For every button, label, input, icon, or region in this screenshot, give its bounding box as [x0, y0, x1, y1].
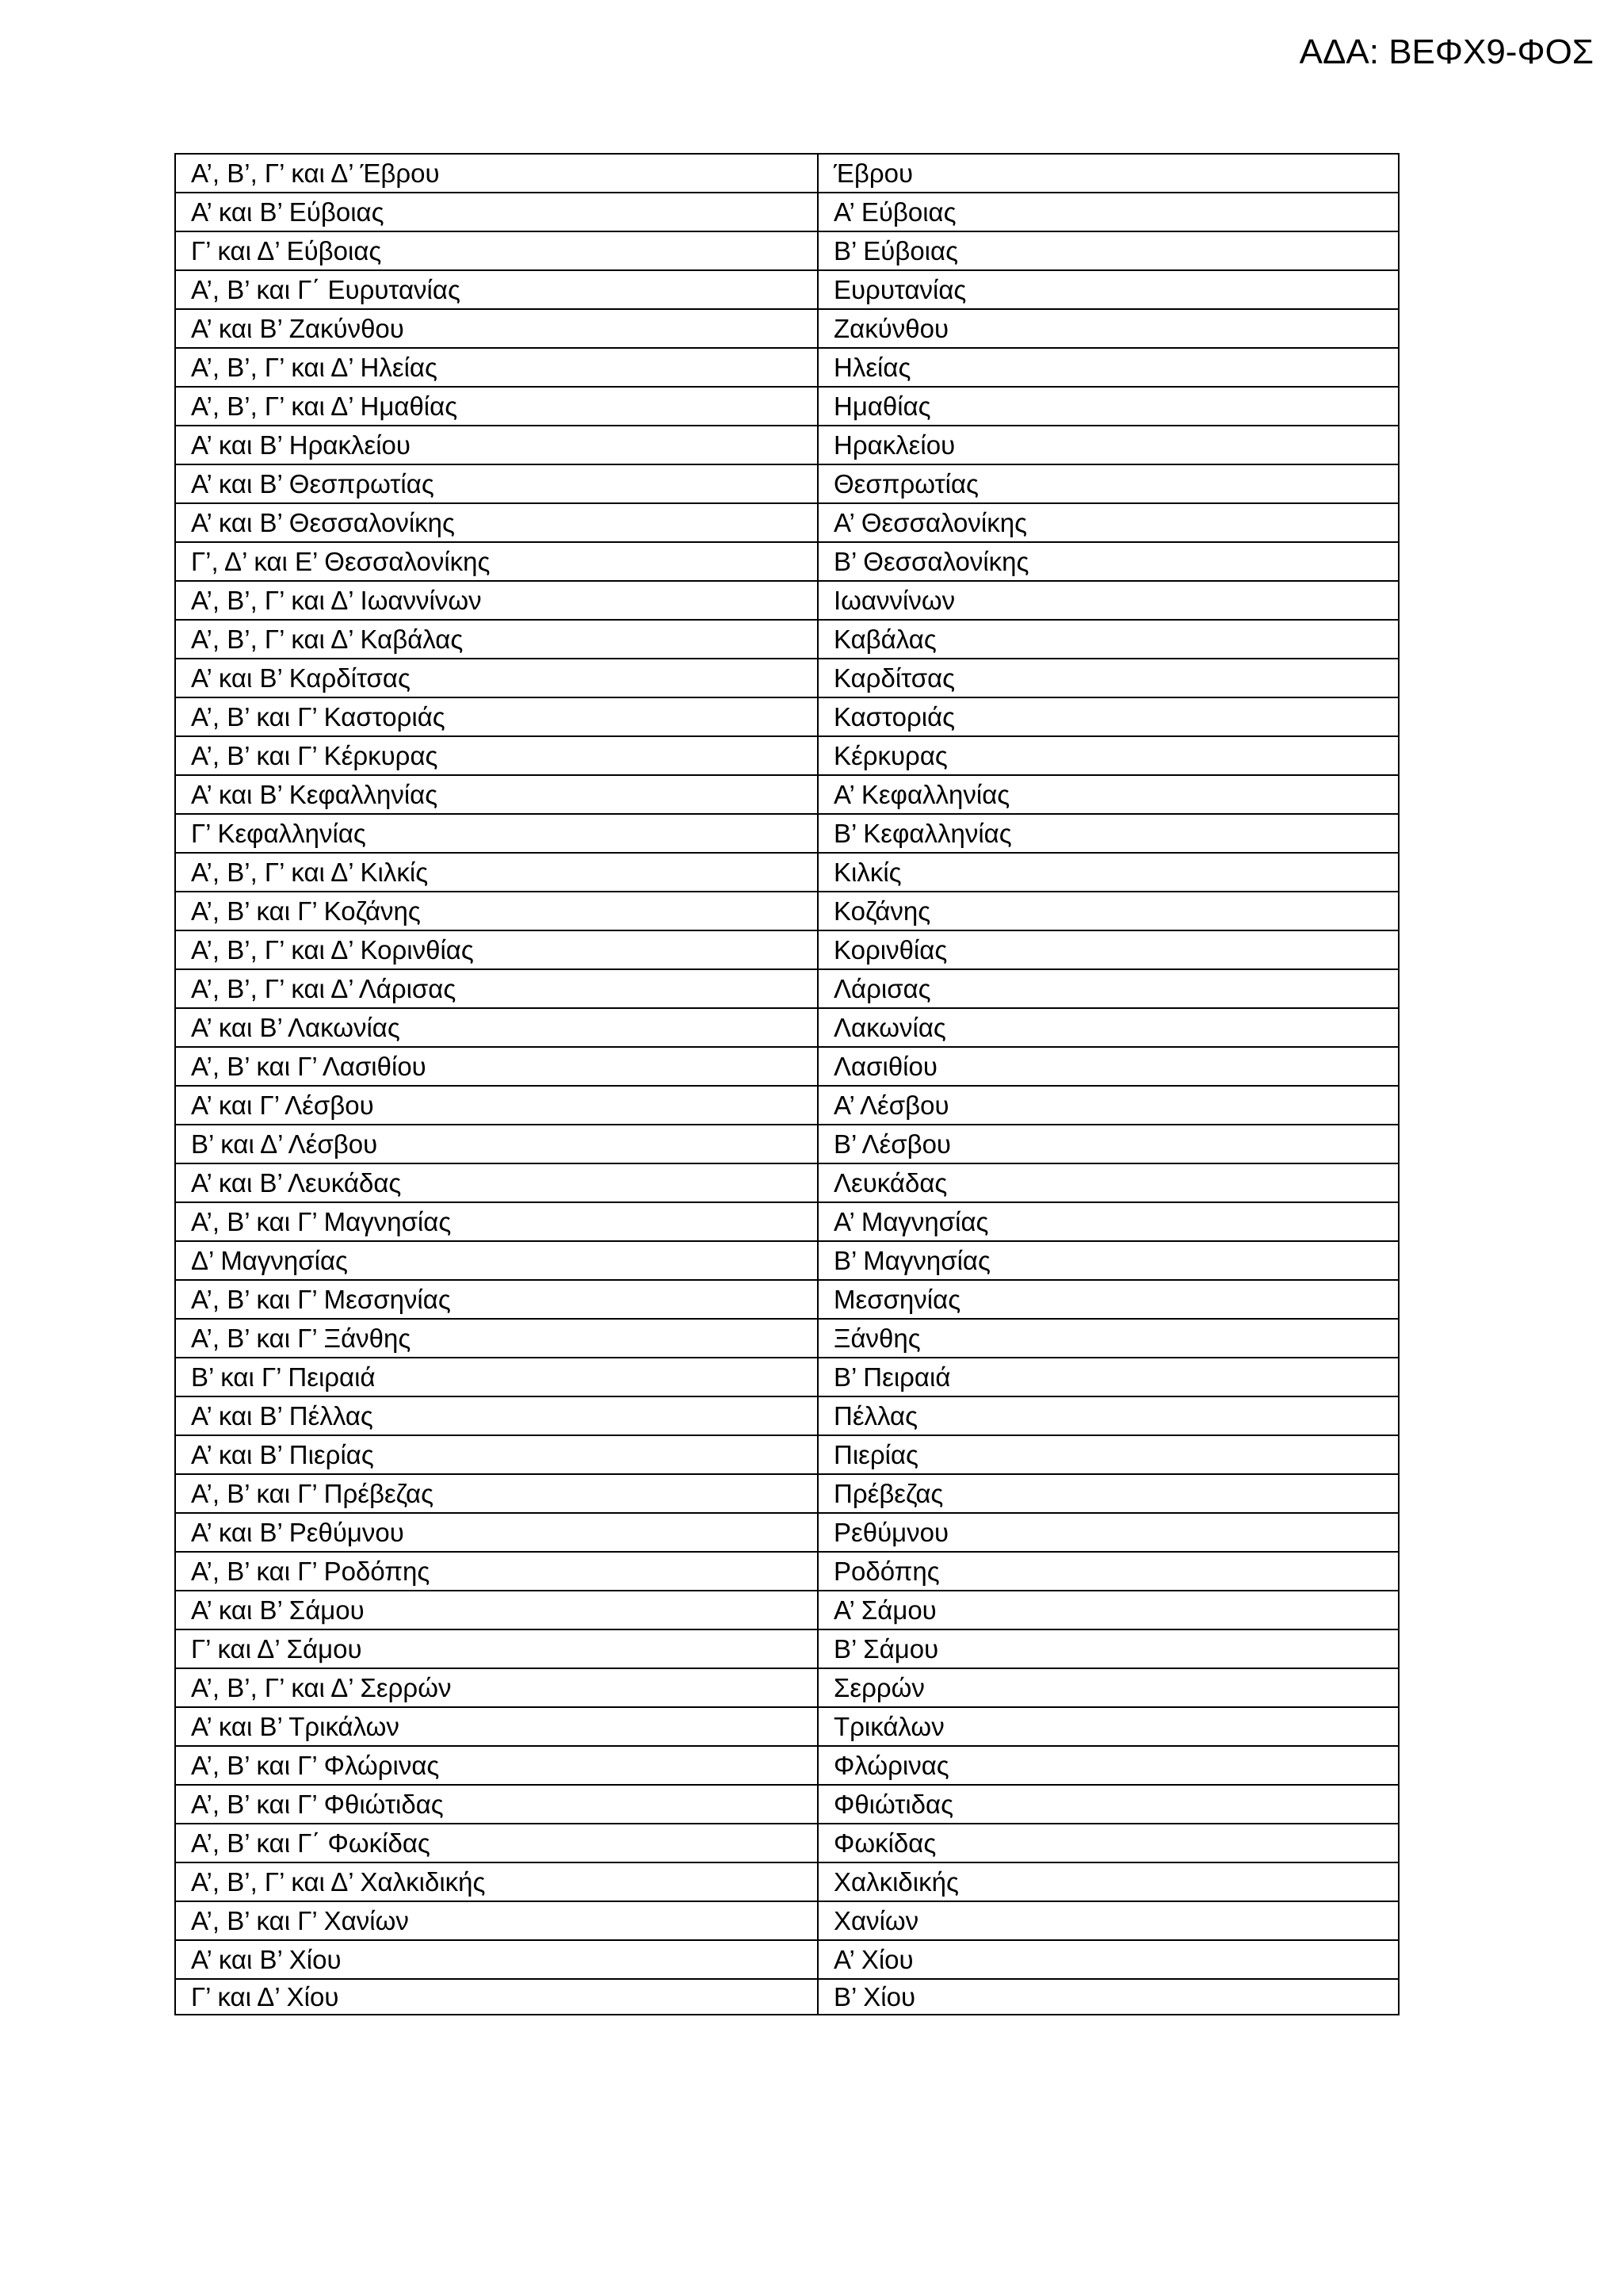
table-cell-right: Τρικάλων: [818, 1707, 1399, 1746]
table-cell-right: Μεσσηνίας: [818, 1280, 1399, 1319]
table-row: [175, 1086, 1399, 1125]
table-row: [175, 1707, 1399, 1746]
table-row: [175, 775, 1399, 814]
table-row: [175, 154, 1399, 193]
table-cell-left: Γ’ και Δ’ Εύβοιας: [175, 231, 818, 270]
table-row: [175, 1202, 1399, 1241]
table-cell-left: Α’, Β’ και Γ’ Ροδόπης: [175, 1552, 818, 1591]
table-cell-right: Α’ Χίου: [818, 1940, 1399, 1979]
table-row: [175, 1552, 1399, 1591]
table-cell-right: Α’ Εύβοιας: [818, 193, 1399, 231]
table-row: [175, 1241, 1399, 1280]
table-cell-right: Φωκίδας: [818, 1824, 1399, 1862]
table-cell-right: Α’ Θεσσαλονίκης: [818, 503, 1399, 542]
table-cell-left: Α’ και Β’ Τρικάλων: [175, 1707, 818, 1746]
table-cell-right: Χανίων: [818, 1901, 1399, 1940]
table-row: [175, 853, 1399, 892]
table-cell-right: Λάρισας: [818, 969, 1399, 1008]
table-row: [175, 1824, 1399, 1862]
table-cell-right: Β’ Χίου: [818, 1979, 1399, 2015]
table-row: [175, 1396, 1399, 1435]
table-cell-left: Α’ και Β’ Λακωνίας: [175, 1008, 818, 1047]
table-cell-right: Φθιώτιδας: [818, 1785, 1399, 1824]
table-cell-right: Λακωνίας: [818, 1008, 1399, 1047]
table-row: [175, 1591, 1399, 1629]
table-row: [175, 1862, 1399, 1901]
table-cell-right: Καρδίτσας: [818, 659, 1399, 697]
table-cell-right: Α’ Κεφαλληνίας: [818, 775, 1399, 814]
table-cell-right: Β’ Σάμου: [818, 1629, 1399, 1668]
table-cell-left: Α’ και Β’ Ηρακλείου: [175, 426, 818, 464]
table-row: [175, 309, 1399, 348]
table-cell-left: Α’, Β’ και Γ’ Χανίων: [175, 1901, 818, 1940]
table-cell-left: Α’ και Β’ Λευκάδας: [175, 1163, 818, 1202]
table-cell-right: Κοζάνης: [818, 892, 1399, 930]
table-cell-right: Ηλείας: [818, 348, 1399, 387]
table-cell-right: Β’ Κεφαλληνίας: [818, 814, 1399, 853]
table-cell-left: Α’, Β’ και Γ’ Λασιθίου: [175, 1047, 818, 1086]
table-cell-left: Α’, Β’ και Γ΄ Ευρυτανίας: [175, 270, 818, 309]
table-cell-right: Β’ Λέσβου: [818, 1125, 1399, 1163]
table-row: [175, 697, 1399, 736]
table-cell-right: Α’ Λέσβου: [818, 1086, 1399, 1125]
table-cell-left: Α’ και Β’ Πιερίας: [175, 1435, 818, 1474]
table-row: [175, 1629, 1399, 1668]
table-row: [175, 930, 1399, 969]
table-cell-right: Β’ Μαγνησίας: [818, 1241, 1399, 1280]
table-cell-left: Α’, Β’, Γ’ και Δ’ Ημαθίας: [175, 387, 818, 426]
table-row: [175, 1008, 1399, 1047]
table-cell-right: Ηρακλείου: [818, 426, 1399, 464]
table-row: [175, 892, 1399, 930]
table-cell-left: Α’, Β’ και Γ’ Πρέβεζας: [175, 1474, 818, 1513]
table-cell-left: Α’, Β’ και Γ’ Κοζάνης: [175, 892, 818, 930]
table-cell-left: Γ’, Δ’ και Ε’ Θεσσαλονίκης: [175, 542, 818, 581]
table-row: [175, 1319, 1399, 1358]
table-cell-left: Δ’ Μαγνησίας: [175, 1241, 818, 1280]
table-row: [175, 1668, 1399, 1707]
table-row: [175, 1358, 1399, 1396]
table-row: [175, 1474, 1399, 1513]
table-row: [175, 464, 1399, 503]
table-cell-left: Α’ και Γ’ Λέσβου: [175, 1086, 818, 1125]
table-cell-left: Α’, Β’ και Γ’ Φλώρινας: [175, 1746, 818, 1785]
table-cell-left: Α’, Β’, Γ’ και Δ’ Έβρου: [175, 154, 818, 193]
table-row: [175, 736, 1399, 775]
table-row: [175, 1746, 1399, 1785]
table-row: [175, 659, 1399, 697]
table-row: [175, 620, 1399, 659]
table-row: [175, 1047, 1399, 1086]
table-cell-right: Ροδόπης: [818, 1552, 1399, 1591]
table-row: [175, 1163, 1399, 1202]
table-cell-left: Α’ και Β’ Θεσσαλονίκης: [175, 503, 818, 542]
table-cell-left: Α’, Β’, Γ’ και Δ’ Ηλείας: [175, 348, 818, 387]
table-row: [175, 348, 1399, 387]
table-row: [175, 270, 1399, 309]
table-cell-right: Λασιθίου: [818, 1047, 1399, 1086]
table-cell-left: Γ’ και Δ’ Χίου: [175, 1979, 818, 2015]
table-row: [175, 1125, 1399, 1163]
table-cell-left: Α’, Β’, Γ’ και Δ’ Χαλκιδικής: [175, 1862, 818, 1901]
table-row: [175, 542, 1399, 581]
table-cell-right: Πέλλας: [818, 1396, 1399, 1435]
table-row: [175, 387, 1399, 426]
table-cell-left: Α’, Β’ και Γ’ Μαγνησίας: [175, 1202, 818, 1241]
table-cell-right: Φλώρινας: [818, 1746, 1399, 1785]
table-cell-left: Γ’ Κεφαλληνίας: [175, 814, 818, 853]
table-cell-left: Α’, Β’, Γ’ και Δ’ Καβάλας: [175, 620, 818, 659]
table-row: [175, 1785, 1399, 1824]
table-cell-right: Έβρου: [818, 154, 1399, 193]
table-row: [175, 193, 1399, 231]
table-cell-left: Γ’ και Δ’ Σάμου: [175, 1629, 818, 1668]
table-cell-left: Α’, Β’ και Γ΄ Φωκίδας: [175, 1824, 818, 1862]
table-row: [175, 1940, 1399, 1979]
document-ada-code: ΑΔΑ: ΒΕΦΧ9-ΦΟΣ: [1299, 32, 1594, 71]
table-cell-right: Ημαθίας: [818, 387, 1399, 426]
table-cell-right: Ιωαννίνων: [818, 581, 1399, 620]
table-cell-left: Β’ και Γ’ Πειραιά: [175, 1358, 818, 1396]
table-cell-left: Α’ και Β’ Θεσπρωτίας: [175, 464, 818, 503]
courts-table: [174, 153, 1400, 2015]
table-cell-left: Α’, Β’ και Γ’ Φθιώτιδας: [175, 1785, 818, 1824]
table-cell-left: Α’, Β’, Γ’ και Δ’ Λάρισας: [175, 969, 818, 1008]
table-cell-right: Θεσπρωτίας: [818, 464, 1399, 503]
table-cell-right: Καστοριάς: [818, 697, 1399, 736]
courts-table-body: [175, 154, 1399, 2015]
table-cell-left: Α’, Β’ και Γ’ Ξάνθης: [175, 1319, 818, 1358]
table-row: [175, 1979, 1399, 2015]
table-row: [175, 1901, 1399, 1940]
table-row: [175, 426, 1399, 464]
table-row: [175, 814, 1399, 853]
table-cell-right: Καβάλας: [818, 620, 1399, 659]
table-row: [175, 231, 1399, 270]
table-row: [175, 1280, 1399, 1319]
table-cell-right: Β’ Θεσσαλονίκης: [818, 542, 1399, 581]
table-cell-right: Λευκάδας: [818, 1163, 1399, 1202]
table-cell-left: Α’, Β’, Γ’ και Δ’ Κιλκίς: [175, 853, 818, 892]
table-cell-left: Α’, Β’, Γ’ και Δ’ Κορινθίας: [175, 930, 818, 969]
table-cell-left: Α’ και Β’ Χίου: [175, 1940, 818, 1979]
table-row: [175, 1513, 1399, 1552]
table-cell-right: Α’ Μαγνησίας: [818, 1202, 1399, 1241]
table-row: [175, 969, 1399, 1008]
table-cell-left: Α’, Β’ και Γ’ Κέρκυρας: [175, 736, 818, 775]
table-row: [175, 1435, 1399, 1474]
table-cell-left: Α’ και Β’ Πέλλας: [175, 1396, 818, 1435]
table-cell-right: Πιερίας: [818, 1435, 1399, 1474]
table-cell-right: Α’ Σάμου: [818, 1591, 1399, 1629]
table-cell-right: Ζακύνθου: [818, 309, 1399, 348]
table-cell-right: Κέρκυρας: [818, 736, 1399, 775]
table-cell-right: Ξάνθης: [818, 1319, 1399, 1358]
table-cell-left: Α’, Β’, Γ’ και Δ’ Σερρών: [175, 1668, 818, 1707]
table-cell-right: Ευρυτανίας: [818, 270, 1399, 309]
table-cell-right: Β’ Εύβοιας: [818, 231, 1399, 270]
table-cell-right: Χαλκιδικής: [818, 1862, 1399, 1901]
table-row: [175, 581, 1399, 620]
table-cell-left: Α’, Β’, Γ’ και Δ’ Ιωαννίνων: [175, 581, 818, 620]
table-cell-right: Κορινθίας: [818, 930, 1399, 969]
table-cell-left: Β’ και Δ’ Λέσβου: [175, 1125, 818, 1163]
table-cell-right: Β’ Πειραιά: [818, 1358, 1399, 1396]
table-cell-left: Α’, Β’ και Γ’ Μεσσηνίας: [175, 1280, 818, 1319]
table-cell-right: Σερρών: [818, 1668, 1399, 1707]
table-cell-right: Ρεθύμνου: [818, 1513, 1399, 1552]
table-cell-left: Α’ και Β’ Σάμου: [175, 1591, 818, 1629]
table-cell-left: Α’ και Β’ Κεφαλληνίας: [175, 775, 818, 814]
table-cell-right: Κιλκίς: [818, 853, 1399, 892]
table-cell-left: Α’ και Β’ Ρεθύμνου: [175, 1513, 818, 1552]
table-cell-left: Α’ και Β’ Εύβοιας: [175, 193, 818, 231]
table-cell-left: Α’, Β’ και Γ’ Καστοριάς: [175, 697, 818, 736]
table-cell-left: Α’ και Β’ Καρδίτσας: [175, 659, 818, 697]
table-row: [175, 503, 1399, 542]
table-cell-right: Πρέβεζας: [818, 1474, 1399, 1513]
table-cell-left: Α’ και Β’ Ζακύνθου: [175, 309, 818, 348]
